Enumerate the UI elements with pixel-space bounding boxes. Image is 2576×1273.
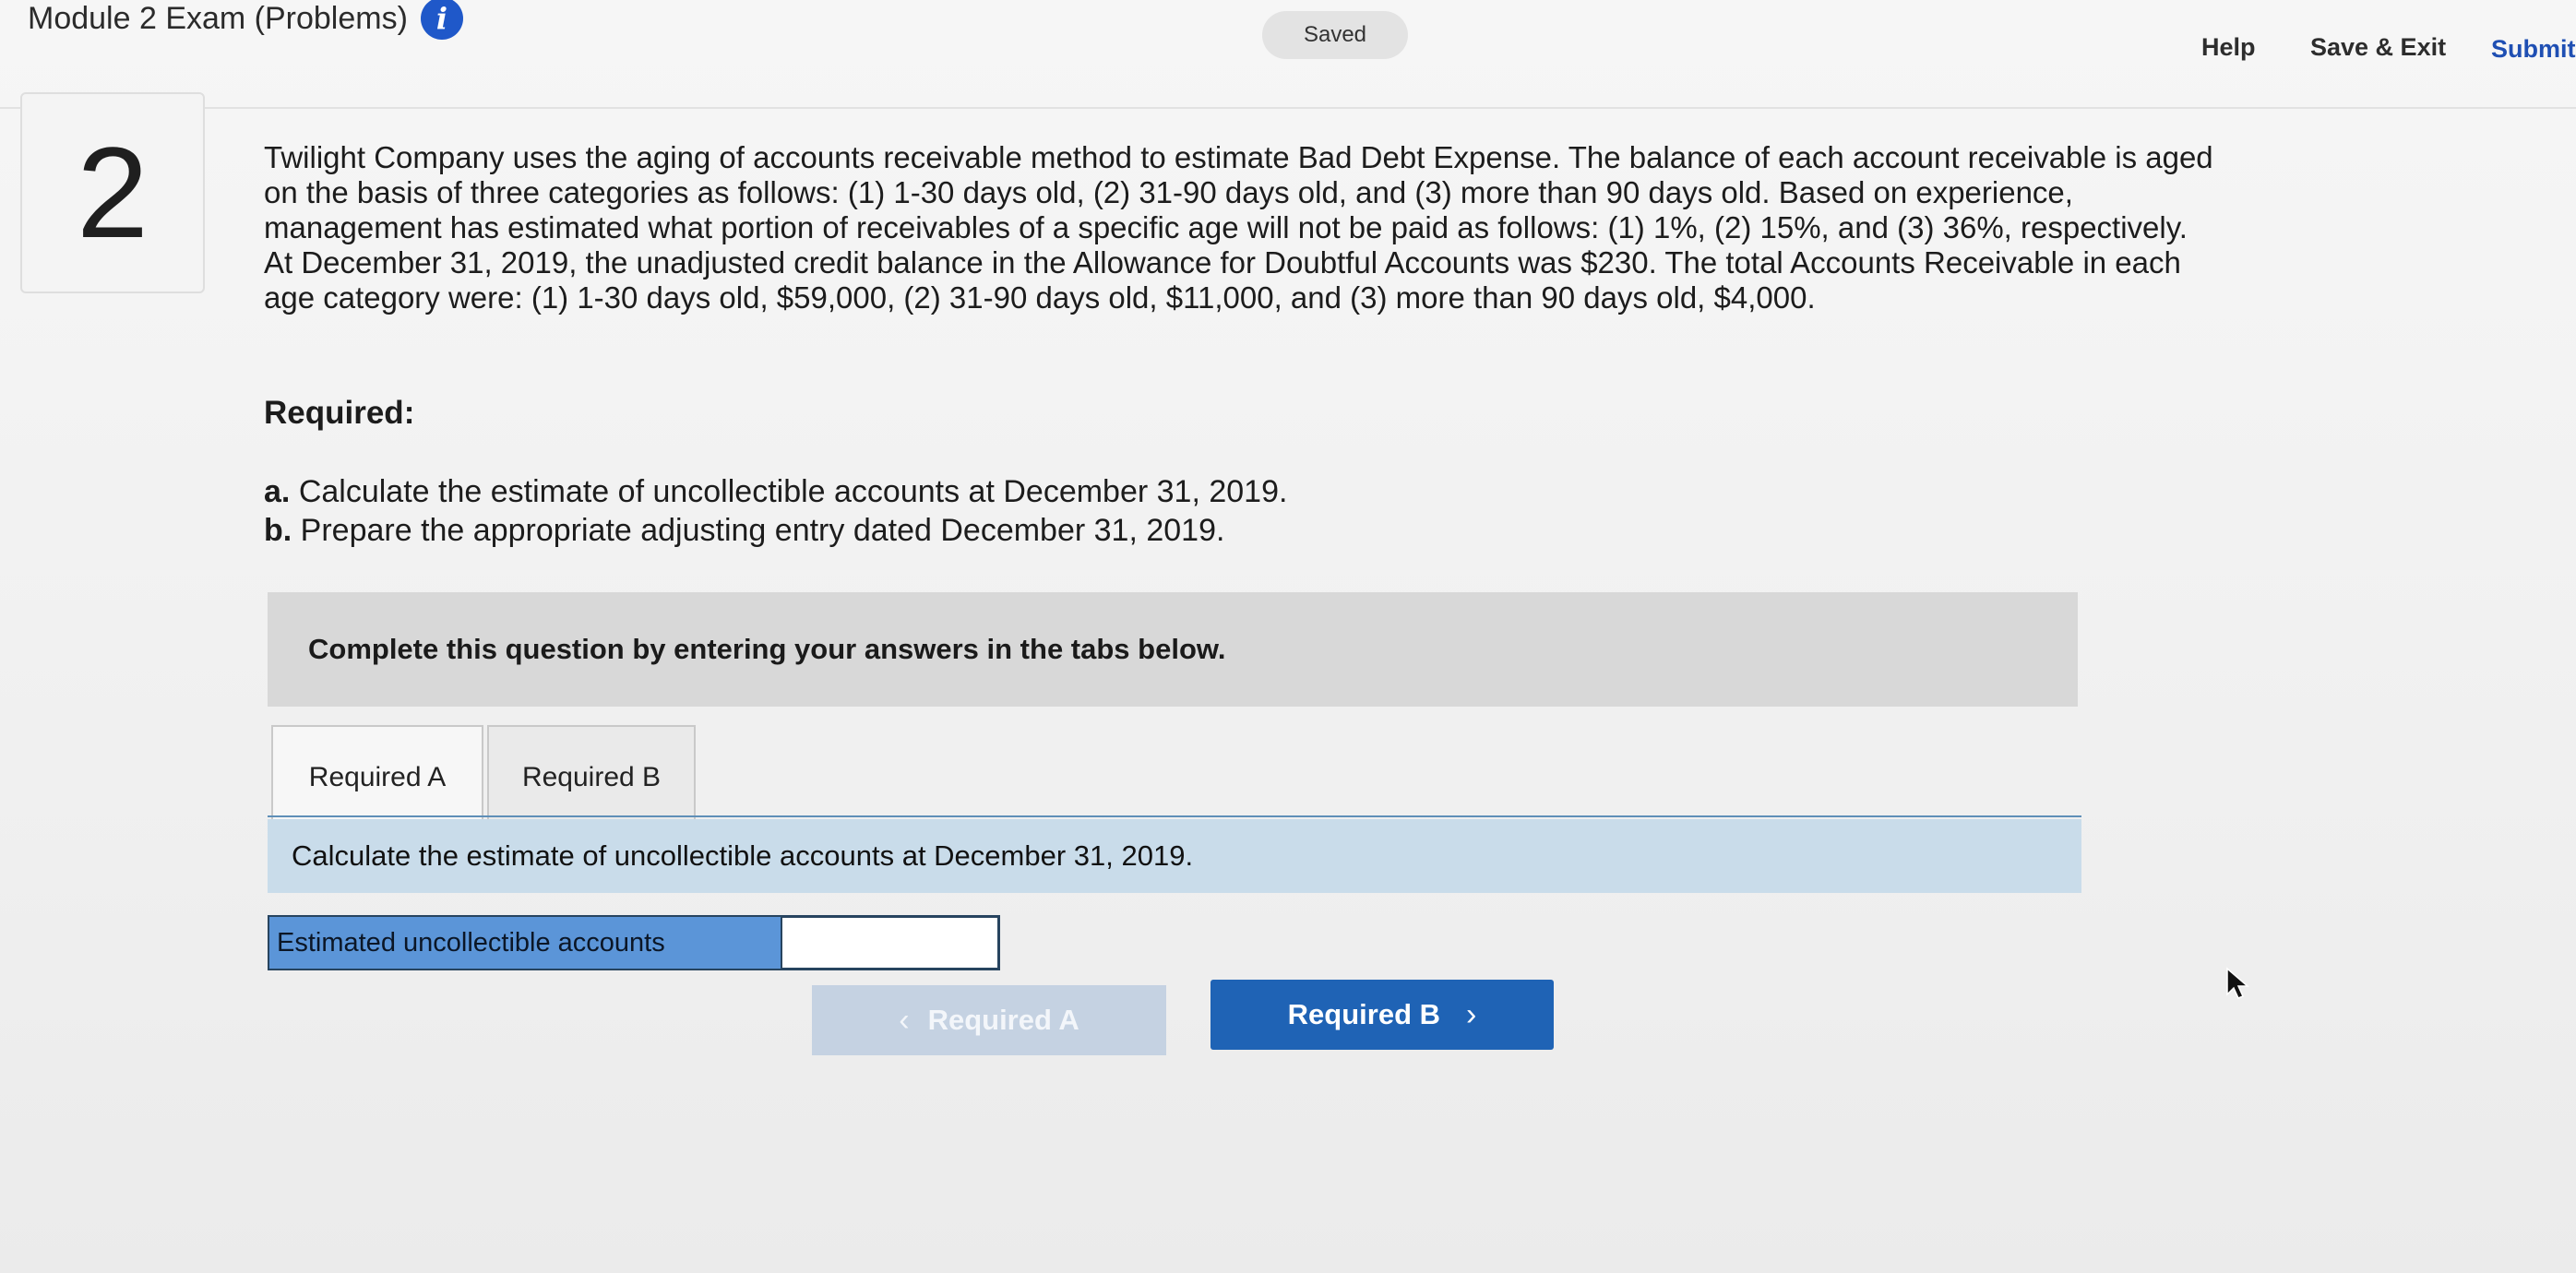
problem-text <box>264 140 2238 315</box>
answer-row <box>268 915 1000 970</box>
prev-button-label: Required A <box>927 1004 1079 1036</box>
problem-paragraph-2: At December 31, 2019, the unadjusted credit balance in the Allowance for Doubtful Accounts was $230. The total Accounts Receivable in each age category were: (1) 1-30 days old, $59,000, (2) 31-90 days old, $11,000, and (3) more than 90 days old, $4,000. <box>264 245 2181 315</box>
tab-divider <box>268 815 2081 817</box>
prompt-bar <box>268 819 2081 893</box>
tab-required-b[interactable]: Required B <box>487 725 696 828</box>
requirement-marker: a. <box>264 474 291 509</box>
instruction-banner <box>268 592 2078 707</box>
help-link[interactable]: Help <box>2201 33 2256 61</box>
requirement-text: Prepare the appropriate adjusting entry dated December 31, 2019. <box>300 513 1225 548</box>
question-number: 2 <box>77 120 149 265</box>
prompt-text: Calculate the estimate of uncollectible accounts at December 31, 2019. <box>292 839 1194 872</box>
next-button-label: Required B <box>1287 998 1441 1030</box>
estimated-uncollectible-input[interactable] <box>782 915 1000 970</box>
requirements-list <box>264 472 1287 550</box>
submit-link[interactable]: Submit <box>2491 35 2576 63</box>
saved-status-badge: Saved <box>1262 11 1408 59</box>
chevron-left-icon: ‹ <box>899 1002 910 1038</box>
question-number-box <box>20 92 205 293</box>
answer-label: Estimated uncollectible accounts <box>268 915 782 970</box>
info-icon[interactable]: i <box>421 0 463 40</box>
mouse-cursor-icon <box>2225 967 2249 1000</box>
tab-required-a[interactable]: Required A <box>271 725 483 828</box>
save-exit-link[interactable]: Save & Exit <box>2310 33 2447 61</box>
header-bar <box>0 0 2576 109</box>
instruction-text: Complete this question by entering your answers in the tabs below. <box>308 633 1226 665</box>
exam-title <box>28 0 463 37</box>
requirement-text: Calculate the estimate of uncollectible accounts at December 31, 2019. <box>298 474 1288 509</box>
next-required-b-button[interactable] <box>1210 980 1554 1050</box>
required-heading: Required: <box>264 395 415 431</box>
requirement-marker: b. <box>264 513 292 548</box>
prev-required-a-button[interactable] <box>812 985 1166 1055</box>
requirement-item-a <box>264 472 1287 511</box>
chevron-right-icon: › <box>1466 996 1477 1032</box>
problem-paragraph-1: Twilight Company uses the aging of accounts receivable method to estimate Bad Debt Expense. The balance of each account receivable is aged on the basis of three categories as follows: (1) 1-30 days old, (2) 31-90 days old, and (3) more than 90 days old. Based on experience, management has estimated what portion of receivables of a specific age will not be paid as follows: (1) 1%, (2) 15%, and (3) 36%, respectively. <box>264 140 2213 244</box>
requirement-item-b <box>264 511 1287 550</box>
exam-title-text: Module 2 Exam (Problems) <box>28 0 408 36</box>
